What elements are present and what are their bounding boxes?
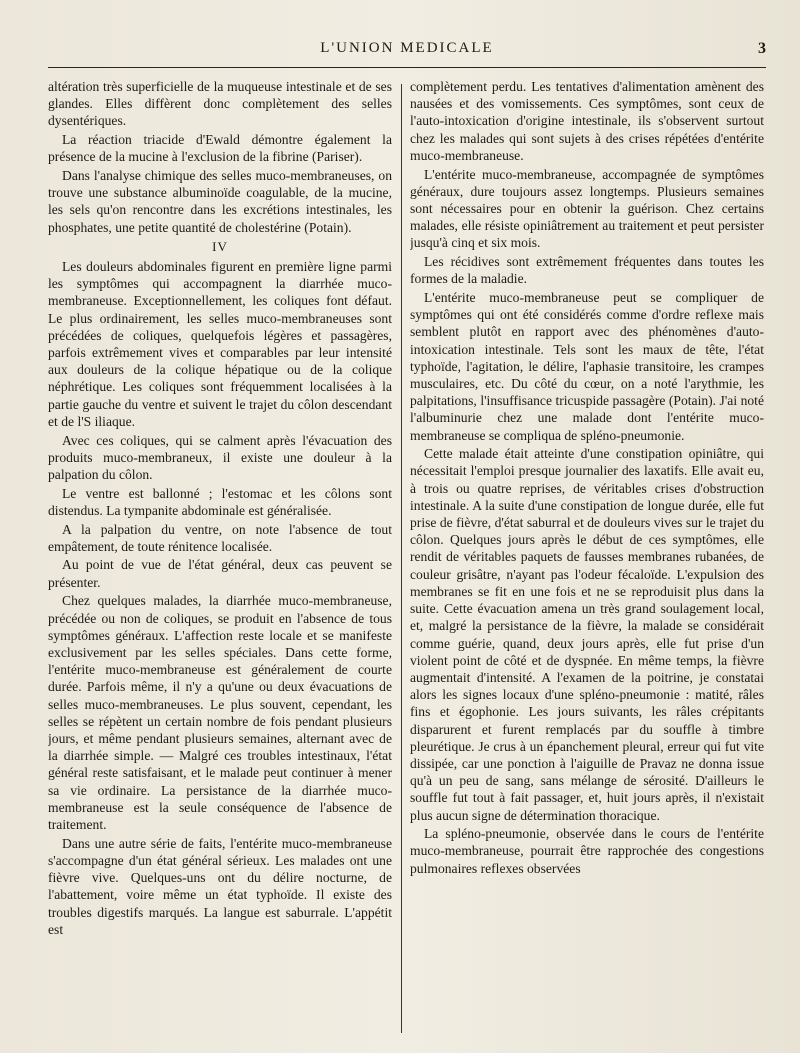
left-column	[48, 78, 392, 1043]
paragraph: Au point de vue de l'état général, deux cas peuvent se présenter.	[48, 557, 392, 590]
paragraph: Dans une autre série de faits, l'entérite muco-membraneuse s'accompagne d'un état général sérieux. Les malades ont une fièvre vive. Quelques-uns ont du délire nocturne, de l'abattement, voire même un état typhoïde. Il existe des troubles digestifs marqués. La langue est saburrale. L'appétit est	[48, 835, 392, 937]
column-divider	[401, 84, 402, 1033]
running-head: L'UNION MEDICALE	[320, 40, 494, 56]
paragraph: L'entérite muco-membraneuse peut se compliquer de symptômes qui ont été considérés comme d'ordre reflexe mais semblent plutôt en rapport avec des phénomènes d'auto-intoxication intestinale. Tels sont les maux de tête, l'état typhoïde, l'agitation, le délire, l'aphasie transitoire, les crampes musculaires, etc. Du côté du cœur, on a noté l'arythmie, les palpitations, l'insuffisance tricuspide passagère (Potain). J'ai noté l'albuminurie chez une malade dont l'entérite muco-membraneuse se compliqua de spléno-pneumonie.	[410, 289, 764, 443]
paragraph: Dans l'analyse chimique des selles muco-membraneuses, on trouve une substance albuminoïde coagulable, de la mucine, les sels qu'on rencontre dans les excrétions intestinales, les phosphates, une petite quantité de cholestérine (Potain).	[48, 168, 392, 235]
paragraph: Les récidives sont extrêmement fréquentes dans toutes les formes de la maladie.	[410, 254, 764, 287]
paragraph: Cette malade était atteinte d'une constipation opiniâtre, qui nécessitait l'emploi presque journalier des laxatifs. Elle avait eu, à trois ou quatre reprises, de véritables crises d'obstruction intestinale. A la suite d'une constipation de longue durée, elle fut prise de fièvre, d'état saburral et de douleurs vives sur le trajet du côlon. Quelques jours après le début de ces symptômes, elle rendit de véritables paquets de fausses membranes rubanées, de couleur grisâtre, n'ayant pas l'odeur fécaloïde. L'expulsion des membranes se fit en une fois et ne se reproduisit plus dans la suite. Cette évacuation amena un très grand soulagement local, et, malgré la persistance de la fièvre, la malade se considérait comme guérie, quand, deux jours après, elle fut prise d'un violent point de côté et de dyspnée. En même temps, la fièvre augmentait d'intensité. A l'examen de la poitrine, je constatai alors les signes locaux d'une spléno-pneumonie : matité, râles fins et égophonie. Les jours suivants, les râles crépitants disparurent et furent remplacés par du souffle à timbre pleurétique. Je crus à un épanchement pleural, erreur qui fut vite dissipée, car une ponction à l'aiguille de Pravaz ne donna issue qu'à un peu de sang, sans mélange de sérosité. D'ailleurs le souffle fut tout à fait passager, et, huit jours après, il n'existait plus aucun signe de détermination thoracique.	[410, 446, 764, 823]
paragraph: La réaction triacide d'Ewald démontre également la présence de la mucine à l'exclusion de la fibrine (Pariser).	[48, 132, 392, 165]
paragraph: La spléno-pneumonie, observée dans le cours de l'entérite muco-membraneuse, pourrait être rapprochée des congestions pulmonaires reflexes observées	[410, 826, 764, 876]
paragraph: Le ventre est ballonné ; l'estomac et les côlons sont distendus. La tympanite abdominale est généralisée.	[48, 485, 392, 518]
paragraph: A la palpation du ventre, on note l'absence de tout empâtement, de toute rénitence localisée.	[48, 521, 392, 554]
paragraph: complètement perdu. Les tentatives d'alimentation amènent des nausées et des vomissements. Ces symptômes, sont ceux de l'auto-intoxication d'origine intestinale, ils s'observent surtout chez les malades qui sont sujets à des crises répétées d'entérite muco-membraneuse.	[410, 79, 764, 163]
paragraph: altération très superficielle de la muqueuse intestinale et de ses glandes. Elles diffèrent donc complètement des selles dysentériques.	[48, 79, 392, 129]
paragraph: Avec ces coliques, qui se calment après l'évacuation des produits muco-membraneux, il existe une douleur à la palpation du côlon.	[48, 432, 392, 482]
paragraph: L'entérite muco-membraneuse, accompagnée de symptômes généraux, dure toujours assez longtemps. Plusieurs semaines sont nécessaires pour en obtenir la guérison. Chez certains malades, elle résiste opiniâtrement au traitement et peut persister jusqu'à cinq et six mois.	[410, 166, 764, 251]
header-rule	[48, 67, 766, 68]
page-header	[48, 36, 766, 66]
right-column	[410, 78, 764, 1043]
paragraph: Les douleurs abdominales figurent en première ligne parmi les symptômes qui accompagnent la diarrhée muco-membraneuse. Exceptionnellement, les coliques font défaut. Le plus ordinairement, les selles muco-membraneuses sont précédées de coliques, quelquefois légères et passagères, parfois extrêmement vives et comparables par leur intensité aux douleurs de la colique hépatique ou de la colique néphrétique. Les coliques sont fréquemment localisées à la partie gauche du ventre et suivent le trajet du côlon descendant et de l'S iliaque.	[48, 259, 392, 429]
section-heading: IV	[212, 238, 228, 254]
paragraph: Chez quelques malades, la diarrhée muco-membraneuse, précédée ou non de coliques, se produit en l'absence de tous symptômes généraux. L'affection reste locale et se manifeste exclusivement par les selles spéciales. Dans cette forme, l'entérite muco-membraneuse est généralement de courte durée. Parfois même, il n'y a qu'une ou deux évacuations de selles muco-membraneuses. Le plus souvent, cependant, les selles se répètent un certain nombre de fois pendant plusieurs jours, et même pendant plusieurs semaines, alternant avec de la diarrhée simple. — Malgré ces troubles intestinaux, l'état général reste satisfaisant, et le malade peut continuer à mener sa vie ordinaire. La persistance de la diarrhée muco-membraneuse est la seule conséquence de l'absence de traitement.	[48, 593, 392, 833]
page-number: 3	[758, 40, 766, 57]
